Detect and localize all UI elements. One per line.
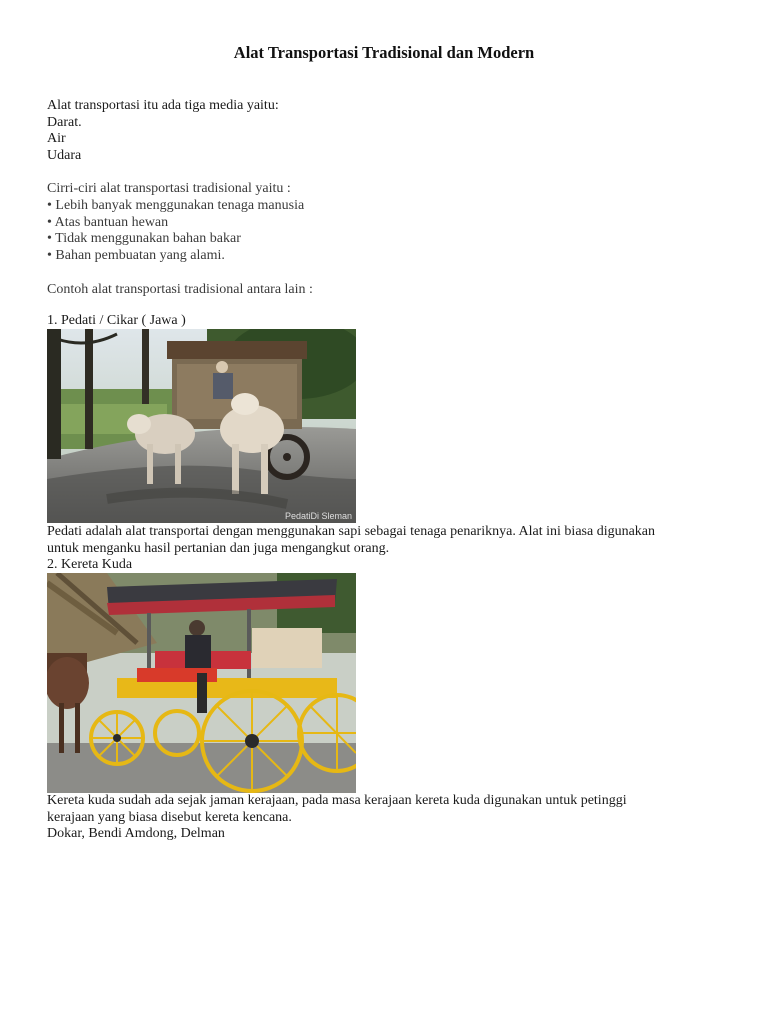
photo-watermark: PedatiDi Sleman [284,511,352,521]
characteristics-heading: Cirri-ciri alat transportasi tradisional yaitu : [47,181,291,196]
document-title: Alat Transportasi Tradisional dan Modern [233,43,535,62]
kereta-caption-line-2: kerajaan yang biasa disebut kereta kencana. [47,809,292,825]
kereta-caption-line-3: Dokar, Bendi Amdong, Delman [47,826,225,841]
characteristic-item: • Bahan pembuatan yang alami. [47,247,225,263]
kereta-caption-line-1: Kereta kuda sudah ada sejak jaman kerajaan, pada masa kerajaan kereta kuda digunakan untuk petinggi [47,793,627,808]
ox-cart-photo [47,329,356,523]
characteristic-item: • Atas bantuan hewan [47,214,169,230]
ox-cart-illustration [47,329,356,523]
example-heading-kereta-kuda: 2. Kereta Kuda [47,557,133,572]
intro-heading: Alat transportasi itu ada tiga media yaitu: [47,98,279,113]
horse-carriage-illustration [47,573,356,793]
pedati-caption-line-2: untuk menganku hasil pertanian dan juga mengangkut orang. [47,540,390,556]
characteristic-item: • Lebih banyak menggunakan tenaga manusia [47,198,305,213]
horse-carriage-photo [47,573,356,793]
characteristic-item: • Tidak menggunakan bahan bakar [47,231,241,246]
media-item-air: Udara [47,147,82,163]
media-item-water: Air [47,131,66,146]
pedati-caption-line-1: Pedati adalah alat transportai dengan menggunakan sapi sebagai tenaga penariknya. Alat ini biasa digunakan [47,524,656,539]
example-heading-pedati: 1. Pedati / Cikar ( Jawa ) [47,313,186,328]
examples-heading: Contoh alat transportasi tradisional antara lain : [47,282,313,297]
media-item-land: Darat. [47,114,82,130]
